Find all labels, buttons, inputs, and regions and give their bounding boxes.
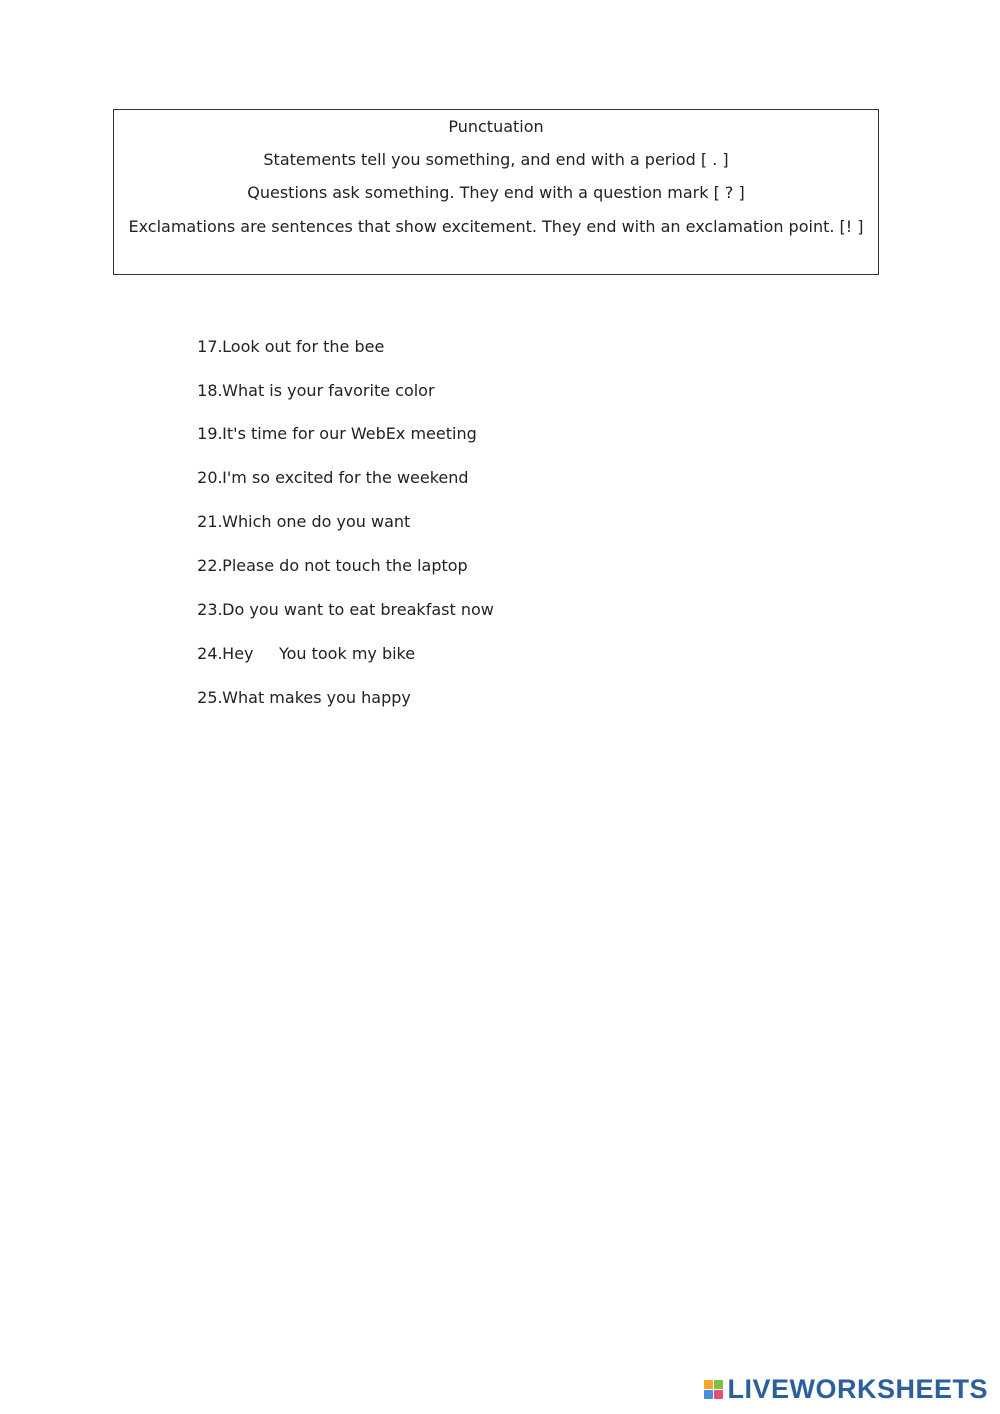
question-text: Which one do you want	[222, 512, 411, 531]
rules-title: Punctuation	[448, 117, 544, 136]
question-item-22	[187, 536, 468, 576]
question-number: 24.	[197, 644, 223, 663]
question-item-18	[187, 361, 435, 401]
question-item-17	[187, 317, 384, 357]
question-number: 17.	[197, 337, 223, 356]
question-text: I'm so excited for the weekend	[222, 468, 469, 487]
question-text: Do you want to eat breakfast now	[222, 600, 494, 619]
question-item-21	[187, 492, 410, 532]
question-item-25	[187, 668, 411, 708]
question-number: 18.	[197, 381, 223, 400]
rule-statement: Statements tell you something, and end with a period [ . ]	[263, 150, 729, 169]
question-item-20	[187, 448, 469, 488]
question-text: Please do not touch the laptop	[222, 556, 468, 575]
question-text: Look out for the bee	[222, 337, 385, 356]
rule-question: Questions ask something. They end with a question mark [ ? ]	[247, 183, 745, 202]
question-number: 19.	[197, 424, 223, 443]
question-text: Hey You took my bike	[222, 644, 416, 663]
question-item-24	[187, 624, 415, 664]
liveworksheets-logo-icon	[704, 1380, 723, 1399]
question-number: 21.	[197, 512, 223, 531]
question-item-23	[187, 580, 494, 620]
rule-exclamation: Exclamations are sentences that show excitement. They end with an exclamation point. [! ]	[128, 217, 864, 236]
question-number: 20.	[197, 468, 223, 487]
question-number: 25.	[197, 688, 223, 707]
question-text: What makes you happy	[222, 688, 411, 707]
question-number: 23.	[197, 600, 223, 619]
question-item-19	[187, 404, 477, 444]
question-number: 22.	[197, 556, 223, 575]
liveworksheets-brand	[704, 1374, 988, 1404]
question-text: It's time for our WebEx meeting	[222, 424, 477, 443]
brand-name: LIVEWORKSHEETS	[727, 1373, 988, 1404]
punctuation-rules-box	[113, 109, 879, 275]
question-text: What is your favorite color	[222, 381, 435, 400]
